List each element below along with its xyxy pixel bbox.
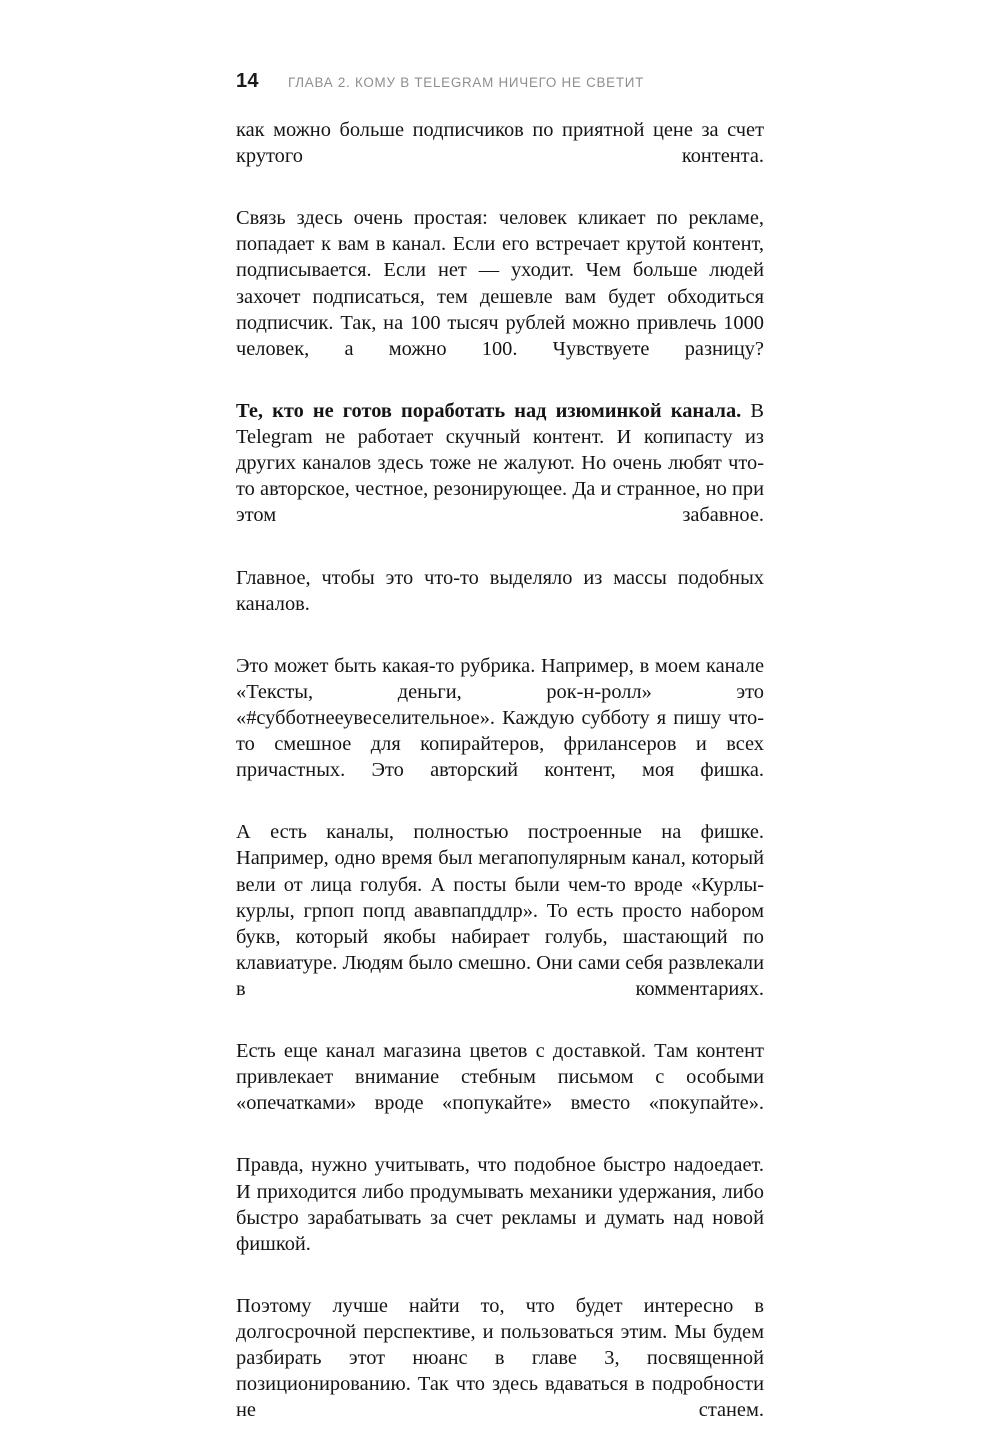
running-head bbox=[236, 71, 764, 93]
body-copy bbox=[236, 117, 764, 1450]
paragraph: А есть каналы, полностью построенные на фишке. Например, одно время был мегапопулярным канал, который вели от лица голубя. А посты были чем-то вроде «Курлы-курлы, грпоп попд ававпапддлр». То есть просто набором букв, который якобы набирает голубь, шастающий по клавиатуре. Людям было смешно. Они сами себя развлекали в комментариях. bbox=[236, 821, 764, 1000]
paragraph: Главное, чтобы это что-то выделяло из массы подобных каналов. bbox=[236, 566, 764, 615]
paragraph: Поэтому лучше найти то, что будет интересно в долгосрочной перспективе, и пользоваться этим. Мы будем разбирать этот нюанс в главе 3, посвященной позиционированию. Так что здесь вдаваться в подробности не станем. bbox=[236, 1294, 764, 1422]
paragraph: как можно больше подписчиков по приятной цене за счет крутого контента. bbox=[236, 119, 764, 168]
content-column bbox=[236, 0, 764, 1450]
lead-in-bold: Те, кто не готов поработать над изюминкой канала. bbox=[236, 399, 742, 422]
paragraph: Связь здесь очень простая: человек кликает по рекламе, попадает к вам в канал. Если его встречает крутой контент, подписывается. Если нет — уходит. Чем больше людей захочет подписаться, тем дешевле вам будет обходиться подписчик. Так, на 100 тысяч рублей можно привлечь 1000 человек, а можно 100. Чувствуете разницу? bbox=[236, 207, 764, 360]
paragraph-with-lead bbox=[236, 398, 764, 555]
paragraph: Правда, нужно учитывать, что подобное быстро надоедает. И приходится либо продумывать механики удержания, либо быстро зарабатывать за счет рекламы и думать над новой фишкой. bbox=[236, 1154, 764, 1255]
paragraph: Это может быть какая-то рубрика. Например, в моем канале «Тексты, деньги, рок-н-ролл» это «#субботнееувеселительное». Каждую субботу я пишу что-то смешное для копирайтеров, фрилансеров и всех причастных. Это авторский контент, моя фишка. bbox=[236, 654, 764, 782]
paragraph-text: В Telegram не работает скучный контент. И копипасту из других каналов здесь тоже не жалуют. Но очень любят что-то авторское, честное, резонирующее. Да и странное, но при этом забавное. bbox=[236, 399, 764, 527]
chapter-title: ГЛАВА 2. КОМУ В TELEGRAM НИЧЕГО НЕ СВЕТИТ bbox=[288, 75, 645, 90]
paragraph: Есть еще канал магазина цветов с доставкой. Там контент привлекает внимание стебным письмом с особыми «опечатками» вроде «попукайте» вместо «покупайте». bbox=[236, 1040, 764, 1115]
page-number: 14 bbox=[236, 70, 259, 92]
